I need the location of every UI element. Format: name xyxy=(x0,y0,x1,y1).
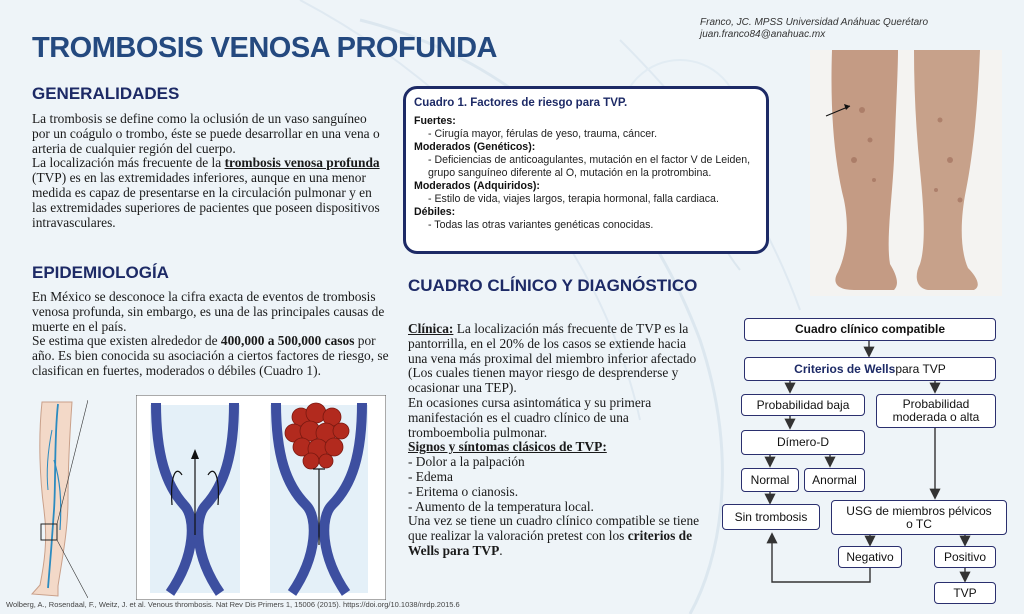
flow-box-high-probability: Probabilidad moderada o alta xyxy=(876,394,996,428)
sign-item: - Dolor a la palpación xyxy=(408,454,525,470)
flow-box-low-probability: Probabilidad baja xyxy=(741,394,865,416)
epidemiologia-text xyxy=(32,290,392,379)
tvp-term: trombosis venosa profunda xyxy=(224,155,380,171)
patient-legs-photo xyxy=(810,50,1002,296)
risk-group-item: - Cirugía mayor, férulas de yeso, trauma, cáncer. xyxy=(428,128,658,140)
clinical-label: Clínica: xyxy=(408,321,454,336)
risk-group-label: Moderados (Genéticos): xyxy=(414,141,536,153)
risk-group-label: Moderados (Adquiridos): xyxy=(414,180,540,192)
risk-group-acquired xyxy=(414,180,756,206)
clinical-heading: CUADRO CLÍNICO Y DIAGNÓSTICO xyxy=(408,276,698,295)
case-count: 400,000 a 500,000 casos xyxy=(220,333,355,349)
risk-table-title: Cuadro 1. Factores de riesgo para TVP. xyxy=(414,97,628,109)
clinical-text xyxy=(408,322,706,559)
flow-box-d-dimer: Dímero-D xyxy=(741,430,865,455)
author-email: juan.franco84@anahuac.mx xyxy=(700,29,826,40)
page-title: TROMBOSIS VENOSA PROFUNDA xyxy=(32,32,497,64)
flow-box-abnormal: Anormal xyxy=(804,468,865,492)
clinical-paragraph: Clínica: La localización más frecuente de TVP es la pantorrilla, en el 20% de los casos se extiende hacia una vena más proximal del miembro inferior afectado (Los cuales tienen mayor riesgo de desprenderse y ocasionar una TEP). xyxy=(408,321,697,396)
clinical-paragraph-2: En ocasiones cursa asintomática y su primera manifestación es el cuadro clínico de una tromboembolia pulmonar. xyxy=(408,394,652,440)
author-info xyxy=(700,17,1010,41)
risk-group-item: - Todas las otras variantes genéticas conocidas. xyxy=(428,219,654,231)
flow-box-no-thrombosis: Sin trombosis xyxy=(722,504,820,530)
wells-term: criterios de Wells para TVP xyxy=(408,528,693,558)
risk-group-label: Débiles: xyxy=(414,206,456,218)
flow-box-ultrasound: USG de miembros pélvicos o TC xyxy=(831,500,1007,535)
epidemiologia-heading: EPIDEMIOLOGÍA xyxy=(32,263,169,282)
author-name: Franco, JC. MPSS Universidad Anáhuac Querétaro xyxy=(700,17,929,28)
generalidades-paragraph-2: La localización más frecuente de la trombosis venosa profunda (TVP) es en las extremidades inferiores, aunque en una menor medida es capaz de presentarse en la circulación pulmonar y en las extremidades superiores de pacientes que poseen dispositivos intravasculares. xyxy=(32,155,380,230)
flow-box-normal: Normal xyxy=(741,468,799,492)
closing-paragraph: Una vez se tiene un cuadro clínico compatible se tiene que realizar la valoración pretest con los criterios de Wells para TVP. xyxy=(408,513,700,558)
generalidades-heading: GENERALIDADES xyxy=(32,84,180,103)
epidemiologia-paragraph-1: En México se desconoce la cifra exacta de eventos de trombosis venosa profunda, sin embargo, es una de las principales causas de muerte en el país. xyxy=(32,289,385,334)
risk-group-weak xyxy=(414,206,756,232)
risk-factors-table xyxy=(403,86,769,254)
flow-box-tvp: TVP xyxy=(934,582,996,604)
risk-group-strong xyxy=(414,115,756,141)
sign-item: - Edema xyxy=(408,468,453,484)
leg-vein-illustration xyxy=(28,400,88,598)
risk-group-item: - Deficiencias de anticoagulantes, mutación en el factor V de Leiden, grupo sanguíneo diferente al O, mutación en la protrombina. xyxy=(428,154,751,179)
signs-heading: Signos y síntomas clásicos de TVP: xyxy=(408,439,607,455)
sign-item: - Aumento de la temperatura local. xyxy=(408,498,594,514)
wells-label: Criterios de Wells xyxy=(794,361,896,376)
generalidades-text xyxy=(32,112,380,230)
reference-citation: Wolberg, A., Rosendaal, F., Weitz, J. et al. Venous thrombosis. Nat Rev Dis Primers 1, 15006 (2015). https://doi.org/10.1038/nrdp.2015.6 xyxy=(6,600,460,609)
flow-box-negative: Negativo xyxy=(838,546,902,568)
sign-item: - Eritema o cianosis. xyxy=(408,483,519,499)
flow-box-wells: Criterios de Wells para TVP xyxy=(744,357,996,381)
risk-group-genetic xyxy=(414,141,756,180)
risk-group-item: - Estilo de vida, viajes largos, terapia hormonal, falla cardiaca. xyxy=(428,193,719,205)
epidemiologia-paragraph-2: Se estima que existen alrededor de 400,000 a 500,000 casos por año. Es bien conocida su asociación a ciertos factores de riesgo, se clasifican en fuertes, moderados o débiles (Cuadro 1). xyxy=(32,333,389,378)
risk-group-label: Fuertes: xyxy=(414,115,456,127)
flow-box-positive: Positivo xyxy=(934,546,996,568)
vein-valve-diagram xyxy=(136,395,386,600)
flow-box-start: Cuadro clínico compatible xyxy=(744,318,996,341)
generalidades-paragraph-1: La trombosis se define como la oclusión de un vaso sanguíneo por un coágulo o trombo, éste se puede desarrollar en una vena o arteria de cualquier región del cuerpo. xyxy=(32,111,380,156)
